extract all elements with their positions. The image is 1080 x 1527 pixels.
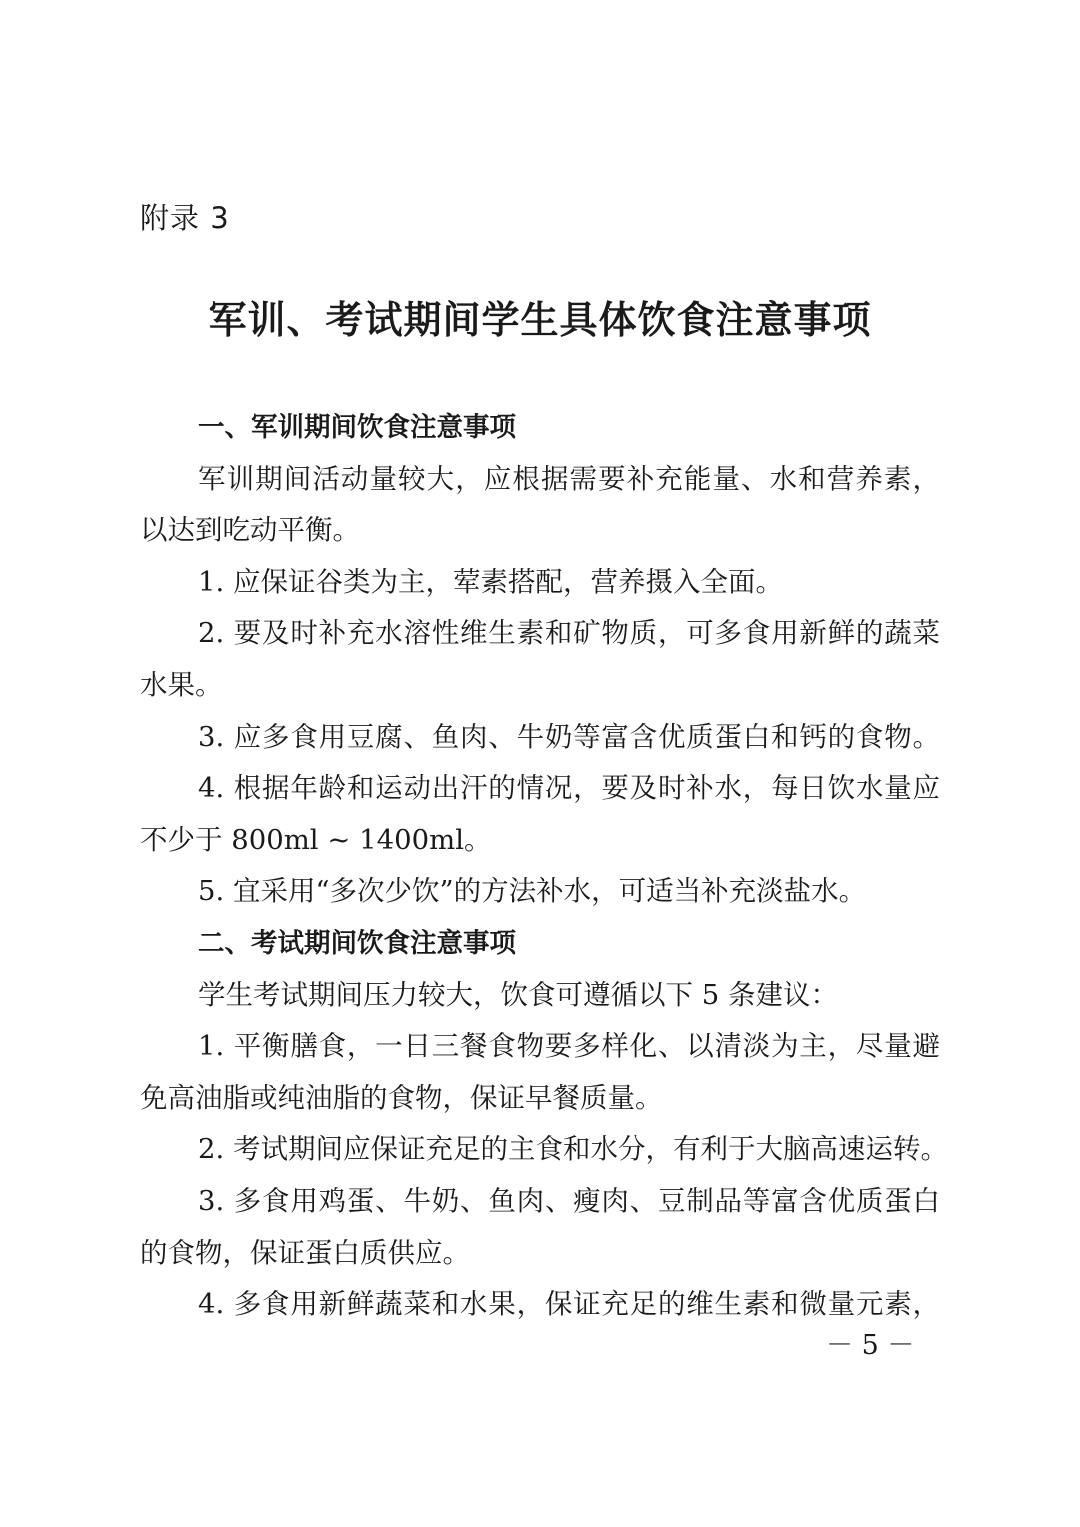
section-1-item-4-line-1: 4. 根据年龄和运动出汗的情况，要及时补水，每日饮水量应 [198,772,940,805]
document-body [140,402,948,1331]
section-2-item-2: 2. 考试期间应保证充足的主食和水分，有利于大脑高速运转。 [198,1133,948,1166]
section-1-item-2-line-1: 2. 要及时补充水溶性维生素和矿物质，可多食用新鲜的蔬菜 [198,617,940,650]
section-1-intro-line-2: 以达到吃动平衡。 [140,514,360,547]
section-2-item-1-line-2: 免高油脂或纯油脂的食物，保证早餐质量。 [140,1081,663,1114]
appendix-label: 附录 3 [140,201,230,235]
section-2-item-3-line-1: 3. 多食用鸡蛋、牛奶、鱼肉、瘦肉、豆制品等富含优质蛋白 [198,1184,940,1217]
section-1-intro-line-1: 军训期间活动量较大，应根据需要补充能量、水和营养素， [198,462,940,495]
section-1-heading: 一、军训期间饮食注意事项 [198,412,516,443]
section-2-item-1-line-1: 1. 平衡膳食，一日三餐食物要多样化、以清淡为主，尽量避 [198,1030,940,1063]
section-1-item-1: 1. 应保证谷类为主，荤素搭配，营养摄入全面。 [198,565,783,598]
document-title: 军训、考试期间学生具体饮食注意事项 [208,298,872,342]
page-number-text: － 5 － [826,1330,915,1361]
section-2-heading: 二、考试期间饮食注意事项 [198,927,516,959]
section-2-intro: 学生考试期间压力较大，饮食可遵循以下 5 条建议： [198,978,838,1011]
section-2-item-3-line-2: 的食物，保证蛋白质供应。 [140,1236,470,1269]
section-1-item-5: 5. 宜采用“多次少饮”的方法补水，可适当补充淡盐水。 [198,875,867,908]
section-1-item-4-line-2: 不少于 800ml ~ 1400ml。 [140,823,492,856]
section-2-item-4-line-1: 4. 多食用新鲜蔬菜和水果，保证充足的维生素和微量元素， [198,1288,940,1321]
section-1-item-2-line-2: 水果。 [140,668,223,701]
section-1-item-3: 3. 应多食用豆腐、鱼肉、牛奶等富含优质蛋白和钙的食物。 [198,720,940,753]
